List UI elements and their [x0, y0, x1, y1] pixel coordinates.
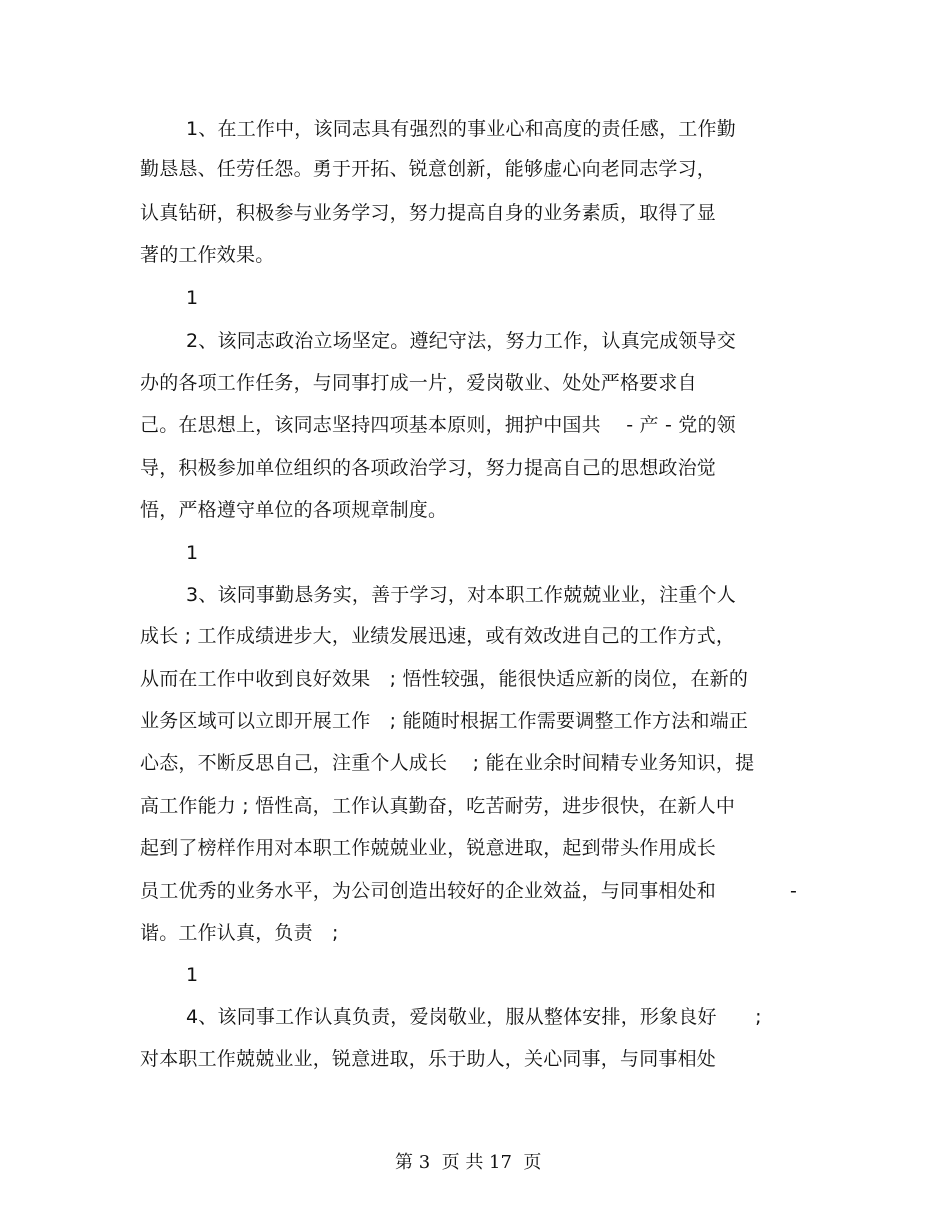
paragraph-3-line-4: 业务区域可以立即开展工作 ; 能随时根据工作需要调整工作方法和端正	[140, 710, 749, 732]
paragraph-3-line-6: 高工作能力 ; 悟性高，工作认真勤奋，吃苦耐劳，进步很快，在新人中	[140, 795, 736, 817]
paragraph-4-line-1: 4、该同事工作认真负责，爱岗敬业，服从整体安排，形象良好 ;	[186, 1006, 762, 1028]
line-trailing-dash: -	[790, 880, 797, 902]
paragraph-2-line-1: 2、该同志政治立场坚定。遵纪守法，努力工作，认真完成领导交	[186, 330, 736, 352]
footnote-marker-3: 1	[186, 964, 199, 986]
paragraph-1-line-3: 认真钻研，积极参与业务学习，努力提高自身的业务素质，取得了显	[140, 202, 717, 224]
paragraph-3-line-9: 谐。工作认真，负责 ;	[140, 922, 339, 944]
paragraph-2-line-5: 悟，严格遵守单位的各项规章制度。	[140, 499, 448, 521]
footnote-marker-1: 1	[186, 287, 199, 309]
paragraph-3-line-5: 心态，不断反思自己，注重个人成长 ; 能在业余时间精专业务知识，提	[140, 752, 755, 774]
paragraph-3-line-1: 3、该同事勤恳务实，善于学习，对本职工作兢兢业业，注重个人	[186, 584, 736, 606]
paragraph-3-line-8: 员工优秀的业务水平，为公司创造出较好的企业效益，与同事相处和	[140, 880, 717, 902]
page-footer: 第 3 页 共 17 页	[395, 1152, 542, 1173]
paragraph-2-line-3: 己。在思想上，该同志坚持四项基本原则，拥护中国共 - 产 - 党的领	[140, 414, 736, 436]
paragraph-4-line-2: 对本职工作兢兢业业，锐意进取，乐于助人，关心同事，与同事相处	[140, 1048, 717, 1070]
paragraph-3-line-2: 成长 ; 工作成绩进步大，业绩发展迅速，或有效改进自己的工作方式，	[140, 625, 736, 647]
paragraph-1-line-1: 1、在工作中，该同志具有强烈的事业心和高度的责任感，工作勤	[186, 118, 736, 140]
paragraph-2-line-4: 导，积极参加单位组织的各项政治学习，努力提高自己的思想政治觉	[140, 457, 717, 479]
paragraph-1-line-2: 勤恳恳、任劳任怨。勇于开拓、锐意创新，能够虚心向老同志学习，	[140, 158, 717, 180]
paragraph-3-line-7: 起到了榜样作用对本职工作兢兢业业，锐意进取，起到带头作用成长	[140, 837, 717, 859]
footnote-marker-2: 1	[186, 542, 199, 564]
paragraph-1-line-4: 著的工作效果。	[140, 244, 275, 266]
paragraph-3-line-3: 从而在工作中收到良好效果 ; 悟性较强，能很快适应新的岗位，在新的	[140, 668, 749, 690]
paragraph-2-line-2: 办的各项工作任务，与同事打成一片，爱岗敬业、处处严格要求自	[140, 372, 697, 394]
